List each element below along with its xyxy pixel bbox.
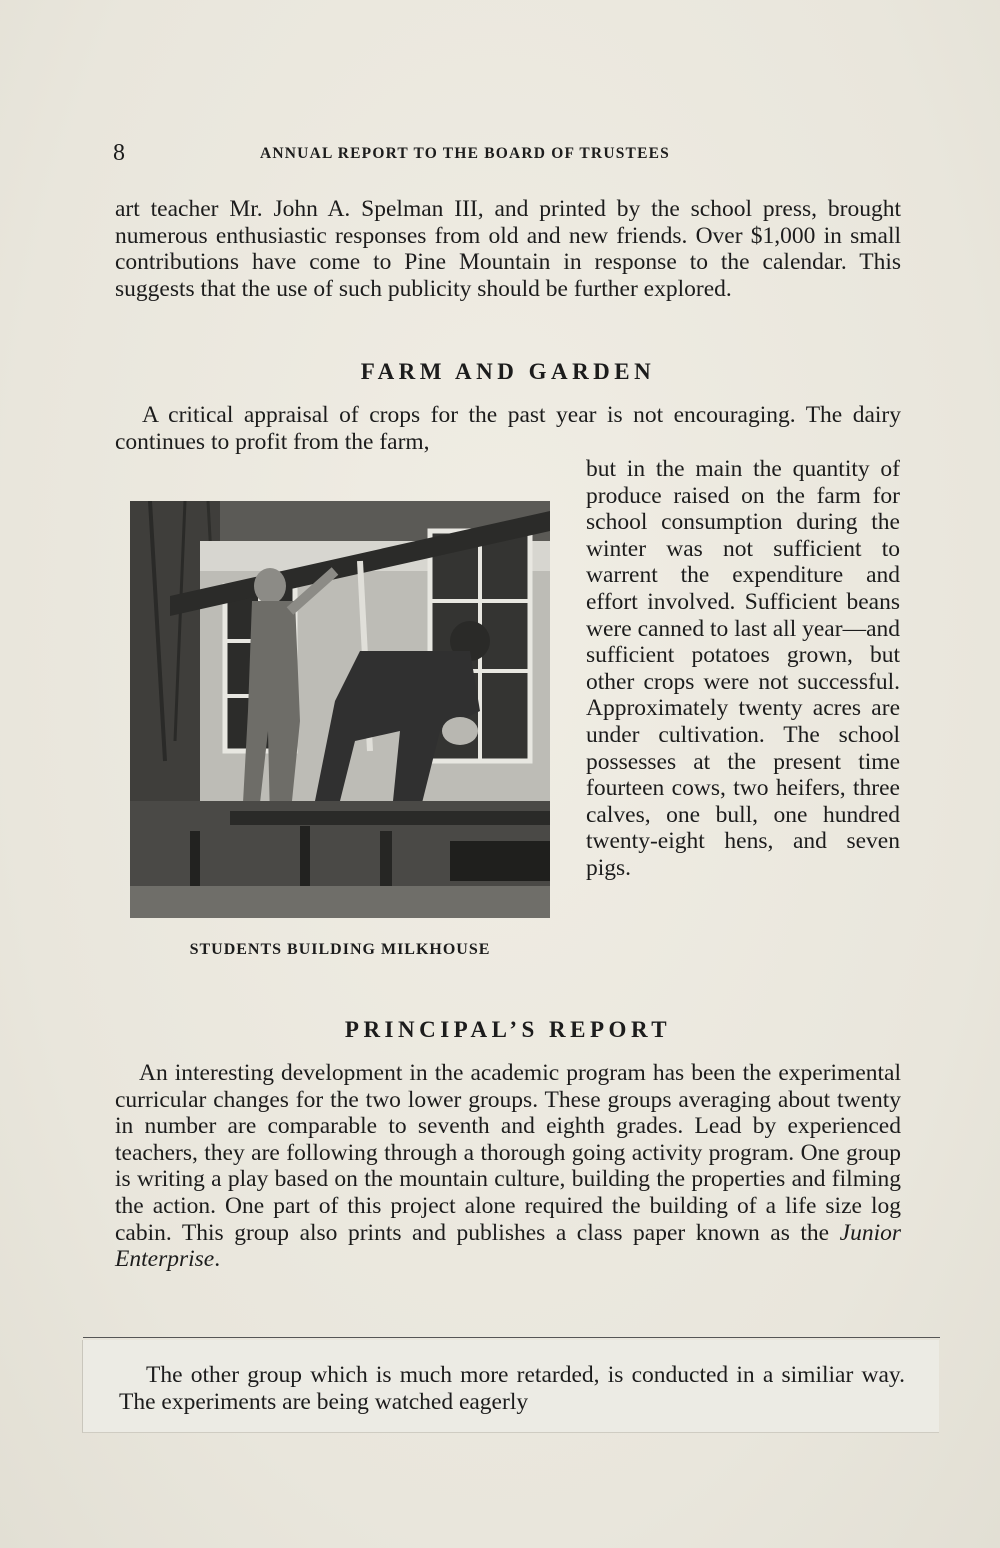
milkhouse-photo-illustration (130, 501, 550, 918)
principal-paragraph (115, 1060, 901, 1273)
page-number: 8 (113, 140, 125, 166)
principal-paragraph-end: . (214, 1246, 221, 1273)
intro-paragraph: art teacher Mr. John A. Spelman III, and printed by the school press, brought numerous enthusiastic responses from old and new friends. Over $1,000 in small contributions have come to Pine Mountain in response to the calendar. This suggests that the use of such publicity should be further explored. (115, 196, 901, 302)
farm-and-garden-heading: FARM AND GARDEN (360, 359, 656, 384)
divider-rule (83, 1337, 940, 1338)
intro-paragraph-block (115, 196, 901, 302)
milkhouse-photo (130, 501, 550, 918)
page-header (113, 140, 903, 170)
photo-caption: STUDENTS BUILDING MILKHOUSE (189, 941, 491, 958)
farm-column-block (586, 456, 900, 882)
junior-enterprise-title: Junior Enterprise (115, 1219, 901, 1273)
principal-paragraph-block (115, 1060, 901, 1273)
farm-lead-block (115, 402, 901, 455)
continued-paragraph: The other group which is much more retarded, is conducted in a similiar way. The experiments are being watched eagerly (119, 1362, 905, 1415)
principals-report-heading: PRINCIPAL’S REPORT (344, 1017, 672, 1042)
farm-lead-paragraph: A critical appraisal of crops for the past year is not encouraging. The dairy continues to profit from the farm, (115, 402, 901, 455)
running-title: ANNUAL REPORT TO THE BOARD OF TRUSTEES (260, 145, 670, 162)
farm-column-paragraph: but in the main the quantity of produce raised on the farm for school consumption during the winter was not sufficient to warrent the expenditure and effort involved. Sufficient beans were canned to last all year—and sufficient potatoes grown, but other crops were not successful. Approximately twenty acres are under cultivation. The school possesses at the present time fourteen cows, two heifers, three calves, one bull, one hundred twenty-eight hens, and seven pigs. (586, 456, 900, 881)
continued-paragraph-block (119, 1362, 905, 1415)
principal-paragraph-text: An interesting development in the academic program has been the experimental curricular changes for the two lower groups. These groups averaging about twenty in number are comparable to seventh and eighth grades. Lead by experienced teachers, they are following through a thorough going activity program. One group is writing a play based on the mountain culture, building the properties and filming the action. One part of this project alone required the building of a life size log cabin. This group also prints and publishes a class paper known as the (115, 1060, 901, 1246)
